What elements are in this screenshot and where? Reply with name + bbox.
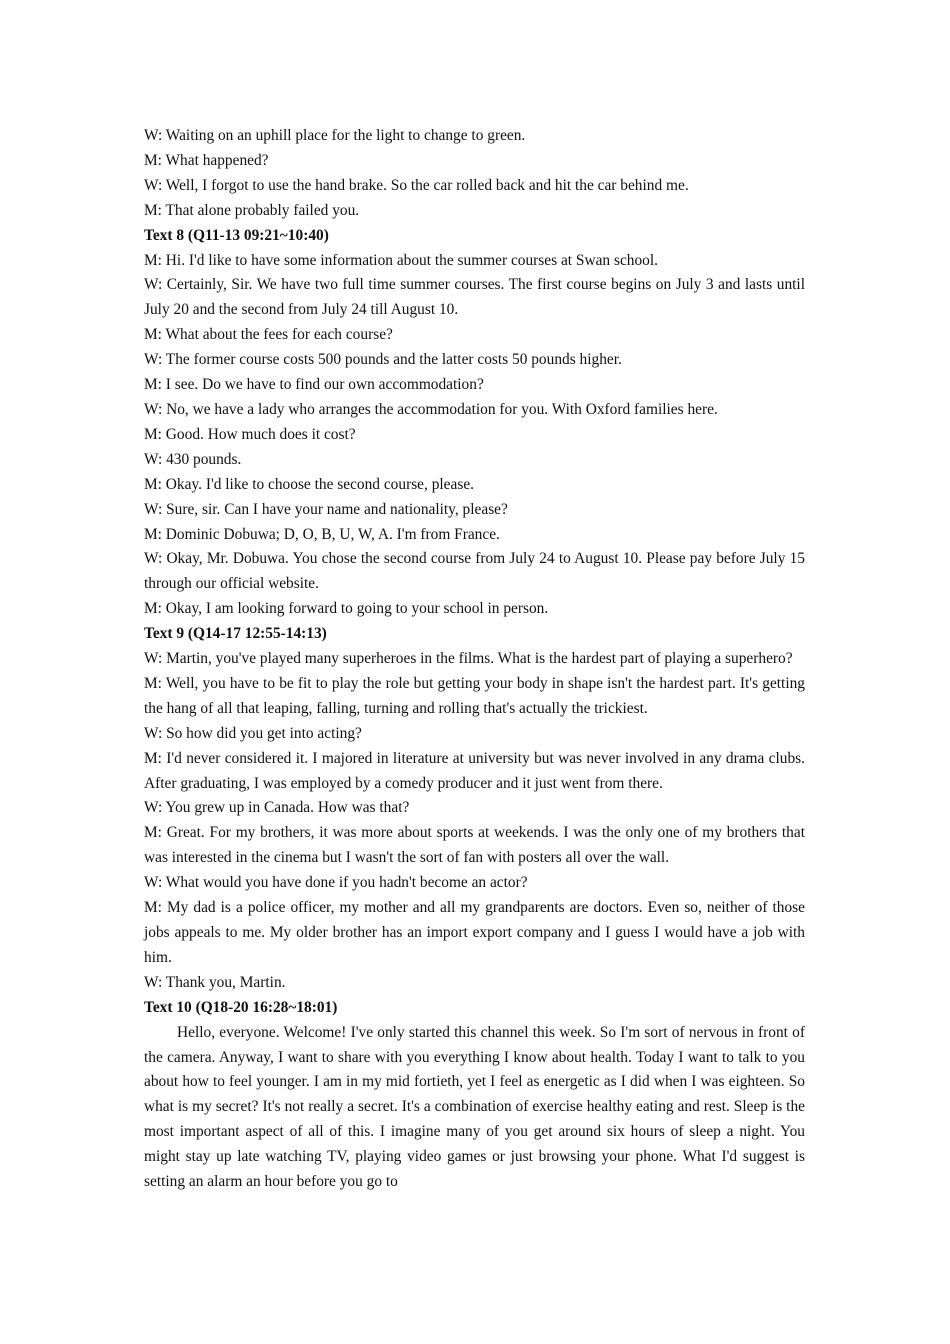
dialogue-line: W: No, we have a lady who arranges the accommodation for you. With Oxford families here.	[144, 400, 718, 418]
dialogue-line: M: What happened?	[144, 151, 269, 169]
section-heading-text8: Text 8 (Q11-13 09:21~10:40)	[144, 226, 329, 244]
dialogue-line: W: The former course costs 500 pounds and the latter costs 50 pounds higher.	[144, 351, 622, 369]
dialogue-line: W: Thank you, Martin.	[144, 973, 286, 991]
dialogue-line: M: Hi. I'd like to have some information about the summer courses at Swan school.	[144, 251, 658, 269]
dialogue-line: M: My dad is a police officer, my mother and all my grandparents are doctors. Even so, neither of those jobs appeals to me. My older brother has an import export company and I guess I would have a job with him.	[144, 899, 805, 966]
dialogue-line: W: Sure, sir. Can I have your name and nationality, please?	[144, 500, 508, 518]
dialogue-line: M: That alone probably failed you.	[144, 201, 360, 219]
dialogue-line: M: Well, you have to be fit to play the role but getting your body in shape isn't the hardest part. It's getting the hang of all that leaping, falling, turning and rolling that's actually the trickiest.	[144, 674, 805, 717]
dialogue-line: W: Waiting on an uphill place for the light to change to green.	[144, 127, 526, 144]
monologue-paragraph: Hello, everyone. Welcome! I've only started this channel this week. So I'm sort of nervous in front of the camera. Anyway, I want to share with you everything I know about health. Today I want to talk to you about how to feel younger. I am in my mid fortieth, yet I feel as energetic as I did when I was eighteen. So what is my secret? It's not really a secret. It's a combination of exercise healthy eating and rest. Sleep is the most important aspect of all of this. I imagine many of you get around six hours of sleep a night. You might stay up late watching TV, playing video games or just browsing your phone. What I'd suggest is setting an alarm an hour before you go to	[144, 1023, 805, 1191]
dialogue-line: M: Okay. I'd like to choose the second course, please.	[144, 475, 475, 493]
dialogue-line: W: 430 pounds.	[144, 450, 242, 468]
dialogue-line: M: Dominic Dobuwa; D, O, B, U, W, A. I'm from France.	[144, 525, 500, 543]
dialogue-line: W: So how did you get into acting?	[144, 724, 362, 742]
dialogue-line: M: Great. For my brothers, it was more about sports at weekends. I was the only one of my brothers that was interested in the cinema but I wasn't the sort of fan with posters all over the wall.	[144, 824, 805, 867]
dialogue-line: W: Well, I forgot to use the hand brake. So the car rolled back and hit the car behind me.	[144, 176, 689, 194]
document-page	[144, 124, 805, 1195]
dialogue-line: W: What would you have done if you hadn't become an actor?	[144, 874, 528, 892]
dialogue-line: M: Okay, I am looking forward to going to your school in person.	[144, 600, 549, 618]
dialogue-line: M: I see. Do we have to find our own accommodation?	[144, 376, 484, 394]
dialogue-line: M: I'd never considered it. I majored in literature at university but was never involved in any drama clubs. After graduating, I was employed by a comedy producer and it just went from there.	[144, 749, 805, 792]
dialogue-line: M: Good. How much does it cost?	[144, 425, 356, 443]
dialogue-line: W: You grew up in Canada. How was that?	[144, 799, 410, 817]
section-heading-text10: Text 10 (Q18-20 16:28~18:01)	[144, 998, 338, 1016]
dialogue-line: M: What about the fees for each course?	[144, 326, 393, 344]
dialogue-line: W: Okay, Mr. Dobuwa. You chose the second course from July 24 to August 10. Please pay before July 15 through our official website.	[144, 550, 805, 593]
dialogue-line: W: Martin, you've played many superheroes in the films. What is the hardest part of playing a superhero?	[144, 650, 793, 668]
section-heading-text9: Text 9 (Q14-17 12:55-14:13)	[144, 625, 327, 643]
dialogue-line: W: Certainly, Sir. We have two full time summer courses. The first course begins on July 3 and lasts until July 20 and the second from July 24 till August 10.	[144, 276, 805, 319]
